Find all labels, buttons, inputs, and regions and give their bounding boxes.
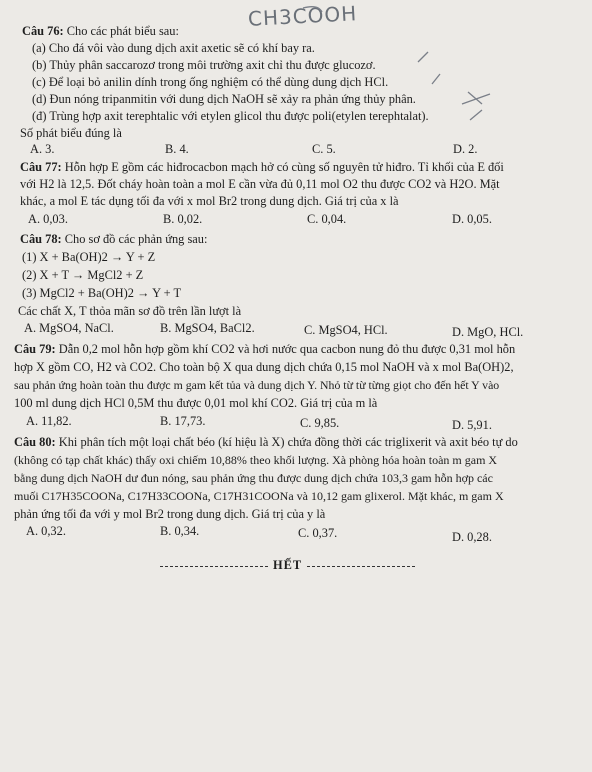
q76-ask: Số phát biểu đúng là [20, 126, 122, 140]
q76-option-a[interactable]: A. 3. [30, 142, 55, 156]
q77-option-a[interactable]: A. 0,03. [28, 212, 68, 226]
q78-option-d[interactable]: D. MgO, HCl. [452, 325, 524, 339]
q76-intro: Cho các phát biểu sau: [66, 24, 179, 38]
q80-line-4: muối C17H35COONa, C17H33COONa, C17H31COONa và 10,12 gam glixerol. Mặt khác, m gam X [14, 489, 504, 503]
q76-option-c[interactable]: C. 5. [312, 142, 336, 156]
q78-option-c[interactable]: C. MgSO4, HCl. [304, 323, 388, 337]
q76-title: Câu 76: [22, 24, 64, 38]
q77-option-d[interactable]: D. 0,05. [452, 212, 492, 226]
q80-option-b[interactable]: B. 0,34. [160, 524, 200, 538]
q78-header: Câu 78: Cho sơ đồ các phản ứng sau: [20, 232, 208, 246]
q79-option-c[interactable]: C. 9,85. [300, 416, 340, 430]
q79-line-3: sau phản ứng hoàn toàn thu được m gam kết tủa và dung dịch Y. Nhỏ từ từ từng giọt cho đến hết Y vào [14, 378, 500, 392]
q77-title: Câu 77: [20, 160, 62, 174]
q76-option-b[interactable]: B. 4. [165, 142, 189, 156]
q78-reaction-2: (2) X + T → MgCl2 + Z [22, 268, 144, 282]
q78-reaction-3: (3) MgCl2 + Ba(OH)2 → Y + T [22, 286, 182, 300]
q80-line-1: Câu 80: Khi phân tích một loại chất béo (kí hiệu là X) chứa đồng thời các triglixerit và axit béo tự do [14, 435, 518, 449]
q78-option-a[interactable]: A. MgSO4, NaCl. [24, 321, 114, 335]
q80-option-d[interactable]: D. 0,28. [452, 530, 492, 544]
q76-item-a: (a) Cho đá vôi vào dung dịch axit axetic sẽ có khí bay ra. [32, 41, 315, 55]
q80-option-a[interactable]: A. 0,32. [26, 524, 66, 538]
q80-line-3: bằng dung dịch NaOH dư đun nóng, sau phản ứng thu được dung dịch chứa 103,3 gam hỗn hợp các [14, 471, 493, 485]
q77-option-c[interactable]: C. 0,04. [307, 212, 347, 226]
q76-item-d: (d) Đun nóng tripanmitin với dung dịch NaOH sẽ xảy ra phản ứng thủy phân. [32, 92, 416, 106]
q77-line-3: khác, a mol E tác dụng tối đa với x mol Br2 trong dung dịch. Giá trị của x là [20, 194, 399, 208]
q80-line-2: (không có tạp chất khác) thấy oxi chiếm 10,88% theo khối lượng. Xà phòng hóa hoàn toàn m gam X [14, 453, 498, 467]
q78-option-b[interactable]: B. MgSO4, BaCl2. [160, 321, 255, 335]
handwritten-marks [0, 0, 592, 130]
q79-option-a[interactable]: A. 11,82. [26, 414, 72, 428]
q79-option-b[interactable]: B. 17,73. [160, 414, 206, 428]
q79-title: Câu 79: [14, 342, 56, 356]
q76-item-e: (đ) Trùng hợp axit terephtalic với etylen glicol thu được poli(etylen terephtalat). [32, 109, 429, 123]
q76-item-b: (b) Thủy phân saccarozơ trong môi trường axit chỉ thu được glucozơ. [32, 58, 376, 72]
q78-title: Câu 78: [20, 232, 62, 246]
q78-ask: Các chất X, T thỏa mãn sơ đồ trên lần lượt là [18, 304, 242, 318]
q80-line-5: phản ứng tối đa với y mol Br2 trong dung dịch. Giá trị của y là [14, 507, 326, 521]
q79-line-1: Câu 79: Dẫn 0,2 mol hỗn hợp gồm khí CO2 và hơi nước qua cacbon nung đỏ thu được 0,31 mol hỗn [14, 342, 516, 356]
q79-option-d[interactable]: D. 5,91. [452, 418, 492, 432]
q77-line-2: với H2 là 12,5. Đốt cháy hoàn toàn a mol E cần vừa đủ 0,11 mol O2 thu được CO2 và H2O. Mặt [20, 177, 500, 191]
end-marker [160, 558, 420, 574]
q77-option-b[interactable]: B. 0,02. [163, 212, 203, 226]
q78-reaction-1: (1) X + Ba(OH)2 → Y + Z [22, 250, 156, 264]
q77-line-1: Câu 77: Hỗn hợp E gồm các hiđrocacbon mạch hở có cùng số nguyên tử hiđro. Tỉ khối của E đối [20, 160, 504, 174]
q76-option-d[interactable]: D. 2. [453, 142, 478, 156]
q80-option-c[interactable]: C. 0,37. [298, 526, 338, 540]
q79-line-4: 100 ml dung dịch HCl 0,5M thu được 0,01 mol khí CO2. Giá trị của m là [14, 396, 378, 410]
handwritten-note: CH3COOH [247, 1, 358, 31]
q80-title: Câu 80: [14, 435, 56, 449]
q76-item-c: (c) Để loại bỏ anilin dính trong ống nghiệm có thể dùng dung dịch HCl. [32, 75, 389, 89]
q79-line-2: hợp X gồm CO, H2 và CO2. Cho toàn bộ X qua dung dịch chứa 0,15 mol NaOH và x mol Ba(OH)2, [14, 360, 514, 374]
end-text: HẾT [273, 558, 303, 572]
